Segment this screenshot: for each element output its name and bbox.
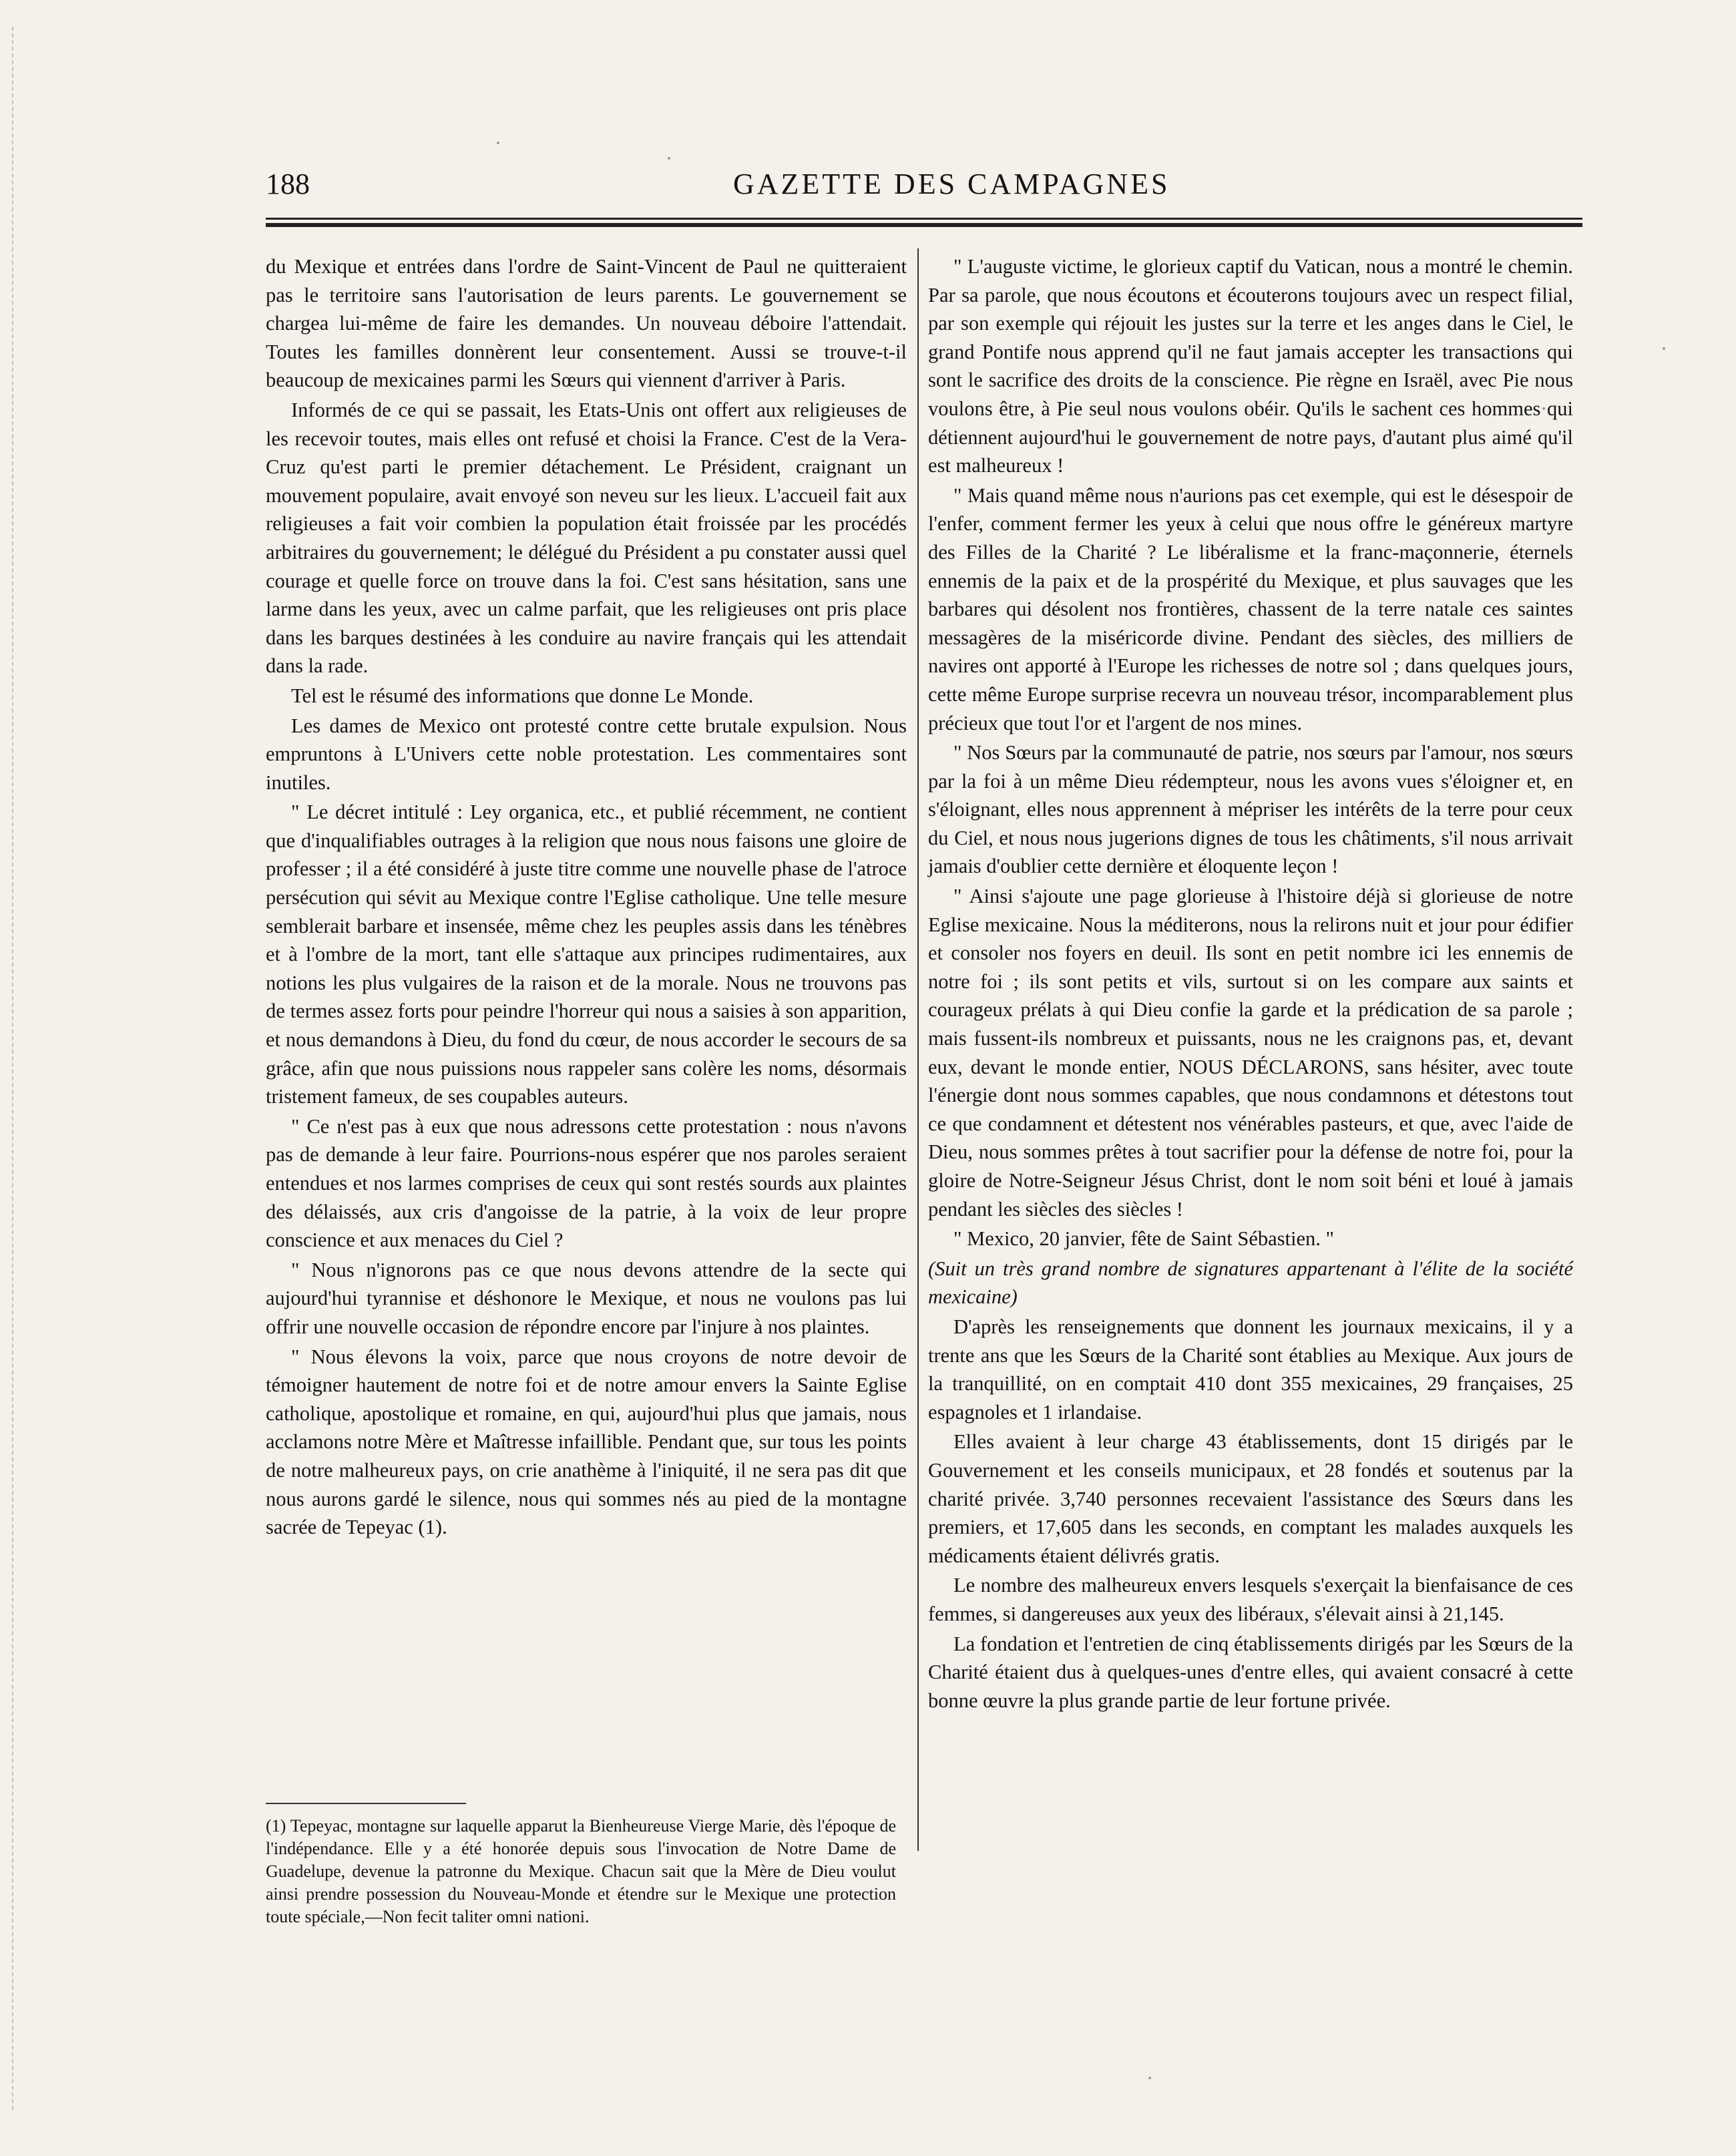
left-column (266, 252, 907, 1543)
page-header (266, 167, 1601, 207)
left-paragraph: Informés de ce qui se passait, les Etats-Unis ont offert aux religieuses de les recevoir toutes, mais elles ont refusé et choisi la France. C'est de la Vera-Cruz qu'est parti le premier détachement. Le Président, craignant un mouvement populaire, avait envoyé son neveu sur les lieux. L'accueil fait aux religieuses a fait voir combien la population était froissée par les procédés arbitraires du gouvernement; le délégué du Président a pu constater aussi quel courage et quelle force on trouve dans la foi. C'est sans hésitation, sans une larme dans les yeux, avec un calme parfait, que les religieuses ont pris place dans les barques destinées à les conduire au navire français qui les attendait dans la rade. (266, 398, 907, 678)
right-paragraph: Le nombre des malheureux envers lesquels s'exerçait la bienfaisance de ces femmes, si dangereuses aux yeux des libéraux, s'élevait ainsi à 21,145. (928, 1574, 1573, 1625)
left-paragraph: Tel est le résumé des informations que donne Le Monde. (291, 684, 754, 707)
scan-edge-artifact (12, 27, 27, 2110)
right-paragraph: La fondation et l'entretien de cinq établissements dirigés par les Sœurs de la Charité étaient dus à quelques-unes d'entre elles, qui avaient consacré à cette bonne œuvre la plus grande partie de leur fortune privée. (928, 1632, 1573, 1712)
left-paragraph: " Ce n'est pas à eux que nous adressons cette protestation : nous n'avons pas de demande à leur faire. Pourrions-nous espérer que nos paroles seraient entendues et nos larmes comprises de ceux qui sont restés sourds aux plaintes des délaissés, aux cris d'angoisse de la patrie, à la voix de leur propre conscience et aux menaces du Ciel ? (266, 1114, 907, 1252)
right-paragraph: Elles avaient à leur charge 43 établissements, dont 15 dirigés par le Gouvernement et les conseils municipaux, et 28 fondés et soutenus par la charité privée. 3,740 personnes recevaient l'assistance des Sœurs dans les premiers, et 17,605 dans les seconds, en comptant les malades auxquels les médicaments étaient délivrés gratis. (928, 1430, 1573, 1567)
right-paragraph: " Ainsi s'ajoute une page glorieuse à l'histoire déjà si glorieuse de notre Eglise mexicaine. Nous la méditerons, nous la relirons nuit et jour pour édifier et consoler nos foyers en deuil. Ils sont en petit nombre ici les ennemis de notre foi ; ils sont petits et vils, surtout si on les compare aux saints et courageux prélats à qui Dieu confie la garde et la prédication de sa parole ; mais fussent-ils nombreux et puissants, nous ne les craignons pas, et, devant eux, devant le monde entier, NOUS DÉCLARONS, sans hésiter, avec toute l'énergie dont nous sommes capables, que nous condamnons et détestons tout ce que condamnent et détestent nos vénérables pasteurs, et que, avec l'aide de Dieu, nous sommes prêtes à tout sacrifier pour la défense de notre foi, pour la gloire de Notre-Seigneur Jésus Christ, dont le nom soit béni et loué à jamais pendant les siècles des siècles ! (928, 885, 1573, 1221)
scan-speck (668, 157, 670, 160)
header-rule-thin (266, 218, 1582, 220)
right-paragraph: " Nos Sœurs par la communauté de patrie, nos sœurs par l'amour, nos sœurs par la foi à un même Dieu rédempteur, nous les avons vues s'éloigner et, en s'éloignant, elles nous apprennent à mépriser les intérêts de la terre pour ceux du Ciel, et nous nous jugerions dignes de tous les châtiments, s'il nous arrivait jamais d'oublier cette dernière et éloquente leçon ! (928, 741, 1573, 878)
scan-speck (497, 142, 499, 144)
signature-note: (Suit un très grand nombre de signatures appartenant à l'élite de la société mexicaine) (928, 1257, 1573, 1309)
right-paragraph: " Mais quand même nous n'aurions pas cet exemple, qui est le désespoir de l'enfer, comment fermer les yeux à celui que nous offre le généreux martyre des Filles de la Charité ? Le libéralisme et la franc-maçonnerie, éternels ennemis de la paix et de la prospérité du Mexique, et plus sauvages que les barbares qui désolent nos frontières, chassent de la terre natale ces saintes messagères de la miséricorde divine. Pendant des siècles, des milliers de navires ont apporté à l'Europe les richesses de notre sol ; dans quelques jours, cette même Europe surprise recevra un nouveau trésor, incomparablement plus précieux que tout l'or et l'argent de nos mines. (928, 483, 1573, 734)
running-title: GAZETTE DES CAMPAGNES (733, 168, 1170, 200)
left-paragraph: Les dames de Mexico ont protesté contre cette brutale expulsion. Nous empruntons à L'Univers cette noble protestation. Les commentaires sont inutiles. (266, 714, 907, 794)
scan-speck (1148, 2077, 1151, 2079)
column-divider (917, 248, 919, 1851)
dateline: " Mexico, 20 janvier, fête de Saint Sébastien. " (953, 1227, 1334, 1251)
left-paragraph: du Mexique et entrées dans l'ordre de Saint-Vincent de Paul ne quitteraient pas le territoire sans l'autorisation de leurs parents. Le gouvernement se chargea lui-même de faire les demandes. Un nouveau déboire l'attendait. Toutes les familles donnèrent leur consentement. Aussi se trouve-t-il beaucoup de mexicaines parmi les Sœurs qui viennent d'arriver à Paris. (266, 255, 907, 392)
left-paragraph: " Nous n'ignorons pas ce que nous devons attendre de la secte qui aujourd'hui tyrannise et déshonore le Mexique, et nous ne voulons pas lui offrir une nouvelle occasion de répondre encore par l'injure à nos plaintes. (266, 1258, 907, 1338)
scan-speck (1663, 347, 1665, 350)
footnote-rule (266, 1803, 466, 1804)
header-rule-thick (266, 223, 1582, 227)
right-column (928, 252, 1573, 1716)
page-number: 188 (266, 168, 310, 200)
footnote: (1) Tepeyac, montagne sur laquelle apparut la Bienheureuse Vierge Marie, dès l'époque de l'indépendance. Elle y a été honorée depuis sous l'invocation de Notre Dame de Guadelupe, devenue la patronne du Mexique. Chacun sait que la Mère de Dieu voulut ainsi prendre possession du Nouveau-Monde et étendre sur le Mexique une protection toute spéciale,—Non fecit taliter omni nationi. (266, 1816, 896, 1926)
left-paragraph: " Le décret intitulé : Ley organica, etc., et publié récemment, ne contient que d'inqualifiables outrages à la religion que nous nous faisons une gloire de professer ; il a été considéré à juste titre comme une nouvelle phase de l'atroce persécution qui sévit au Mexique contre l'Eglise catholique. Une telle mesure semblerait barbare et insensée, même chez les peuples assis dans les ténèbres et à l'ombre de la mort, tant elle s'attaque aux principes rudimentaires, aux notions les plus vulgaires de la raison et de la morale. Nous ne trouvons pas de termes assez forts pour peindre l'horreur qui nous a saisies à son apparition, et nous demandons à Dieu, du fond du cœur, de nous accorder le secours de sa grâce, afin que nous puissions nous rappeler sans colère les noms, désormais tristement fameux, de ses coupables auteurs. (266, 801, 907, 1108)
right-paragraph: D'après les renseignements que donnent les journaux mexicains, il y a trente ans que les Sœurs de la Charité sont établies au Mexique. Aux jours de la tranquillité, on en comptait 410 dont 355 mexicaines, 29 françaises, 25 espagnoles et 1 irlandaise. (928, 1315, 1573, 1424)
left-paragraph: " Nous élevons la voix, parce que nous croyons de notre devoir de témoigner hautement de notre foi et de notre amour envers la Sainte Eglise catholique, apostolique et romaine, en qui, aujourd'hui plus que jamais, nous acclamons notre Mère et Maîtresse infaillible. Pendant que, sur tous les points de notre malheureux pays, on crie anathème à l'iniquité, il ne sera pas dit que nous aurons gardé le silence, nous qui sommes nés au pied de la montagne sacrée de Tepeyac (1). (266, 1345, 907, 1539)
right-paragraph: " L'auguste victime, le glorieux captif du Vatican, nous a montré le chemin. Par sa parole, que nous écoutons et écouterons toujours avec un respect filial, par son exemple qui réjouit les justes sur la terre et les anges dans le Ciel, le grand Pontife nous apprend qu'il ne faut jamais accepter les transactions qui sont le sacrifice des droits de la conscience. Pie règne en Israël, avec Pie nous voulons être, à Pie seul nous voulons obéir. Qu'ils le sachent ces hommes qui détiennent aujourd'hui le gouvernement de notre pays, d'autant plus aimé qu'il est malheureux ! (928, 255, 1573, 477)
